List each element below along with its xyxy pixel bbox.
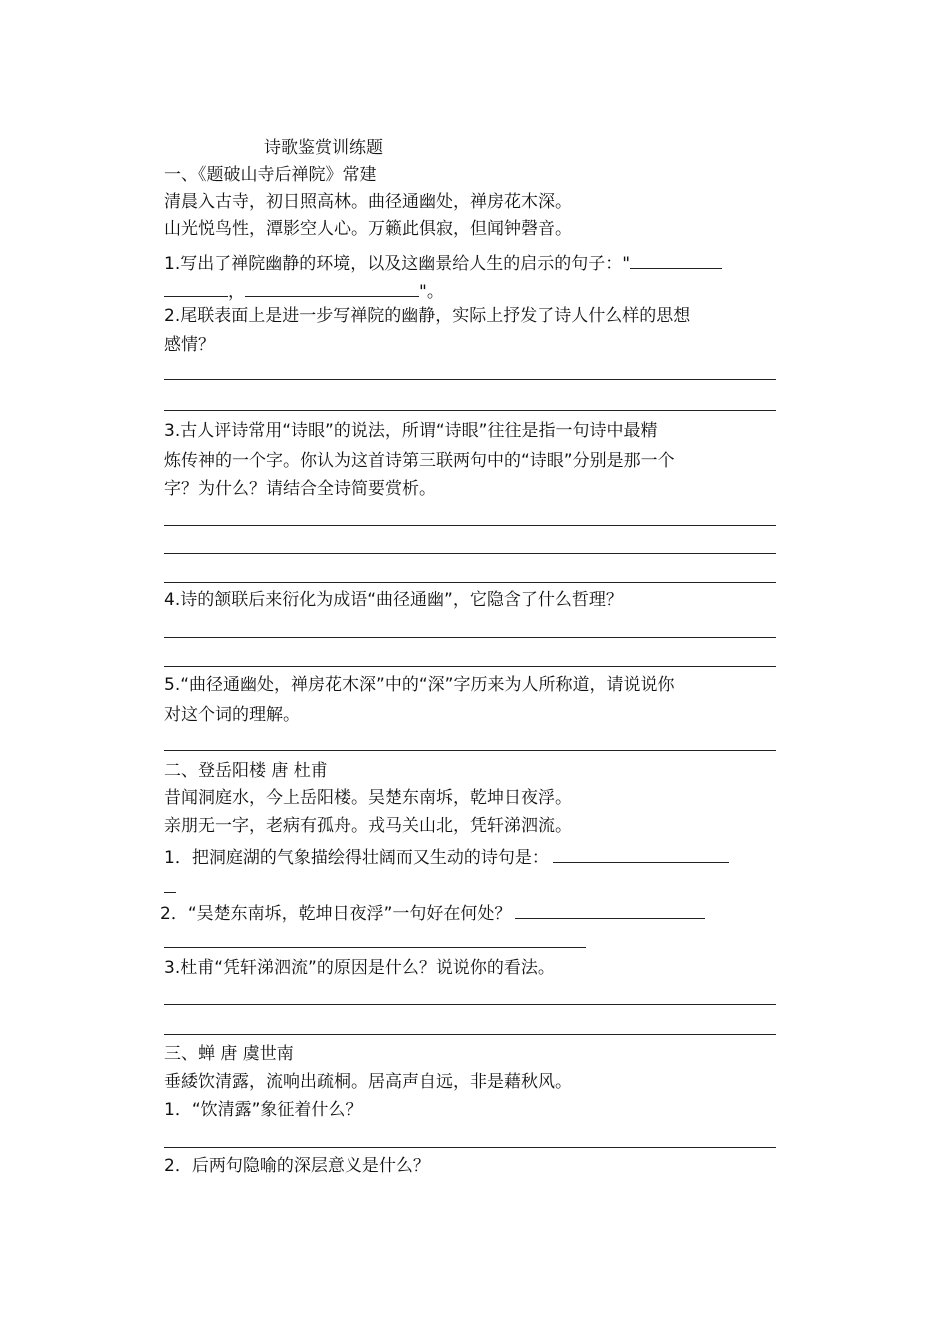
answer-blank[interactable] [553,844,729,863]
question-text: 1.写出了禅院幽静的环境，以及这幽景给人生的启示的句子：" [164,254,631,274]
section-heading-2: 二、登岳阳楼 唐 杜甫 [164,761,328,781]
separator: ， [228,282,245,302]
question-1-3-cont: 炼传神的一个字。你认为这首诗第三联两句中的“诗眼”分别是那一个 [164,451,675,471]
question-3-2: 2．后两句隐喻的深层意义是什么？ [164,1156,430,1176]
question-2-1 [164,844,729,869]
section-heading-1: 一、《题破山寺后禅院》常建 [164,165,377,185]
poem-line: 昔闻洞庭水，今上岳阳楼。吴楚东南坼，乾坤日夜浮。 [164,788,572,808]
answer-line[interactable] [164,410,776,411]
page-title: 诗歌鉴赏训练题 [264,138,383,158]
question-1-3: 3.古人评诗常用“诗眼”的说法，所谓“诗眼”往往是指一句诗中最精 [164,421,658,441]
question-text: 1．把洞庭湖的气象描绘得壮阔而又生动的诗句是： [164,848,549,868]
answer-blank[interactable] [164,278,228,297]
poem-line: 亲朋无一字，老病有孤舟。戎马关山北，凭轩涕泗流。 [164,816,572,836]
question-1-2: 2.尾联表面上是进一步写禅院的幽静，实际上抒发了诗人什么样的思想 [164,306,691,326]
answer-line[interactable] [164,582,776,583]
answer-line[interactable] [164,750,776,751]
quote-end: "。 [419,282,444,302]
question-1-5: 5.“曲径通幽处，禅房花木深”中的“深”字历来为人所称道，请说说你 [164,675,675,695]
answer-line[interactable] [164,1034,776,1035]
poem-line: 山光悦鸟性，潭影空人心。万籁此俱寂，但闻钟磬音。 [164,219,572,239]
answer-line[interactable] [164,553,776,554]
answer-line[interactable] [164,1004,776,1005]
poem-line: 清晨入古寺，初日照高林。曲径通幽处，禅房花木深。 [164,192,572,212]
poem-line: 垂緌饮清露，流响出疏桐。居高声自远，非是藉秋风。 [164,1072,572,1092]
answer-line[interactable] [164,637,776,638]
answer-line[interactable] [164,379,776,380]
section-heading-3: 三、蝉 唐 虞世南 [164,1044,294,1064]
question-1-4: 4.诗的颔联后来衍化为成语“曲径通幽”，它隐含了什么哲理？ [164,590,623,610]
answer-blank[interactable] [515,900,705,919]
question-text: 2．“吴楚东南坼，乾坤日夜浮”一句好在何处？ [160,904,512,924]
question-1-1-cont [164,278,444,303]
question-1-2-cont: 感情？ [164,335,215,355]
answer-line[interactable] [164,525,776,526]
answer-blank[interactable] [630,250,722,269]
answer-line[interactable] [164,947,586,948]
question-2-3: 3.杜甫“凭轩涕泗流”的原因是什么？说说你的看法。 [164,958,555,978]
question-1-5-cont: 对这个词的理解。 [164,705,300,725]
answer-line[interactable] [164,666,776,667]
answer-line[interactable] [164,1147,776,1148]
answer-blank[interactable] [245,278,419,297]
question-1-1 [164,250,722,275]
question-1-3-cont: 字？为什么？请结合全诗简要赏析。 [164,479,436,499]
question-3-1: 1．“饮清露”象征着什么？ [164,1100,363,1120]
answer-line-short[interactable] [164,892,176,893]
question-2-2 [160,900,705,925]
